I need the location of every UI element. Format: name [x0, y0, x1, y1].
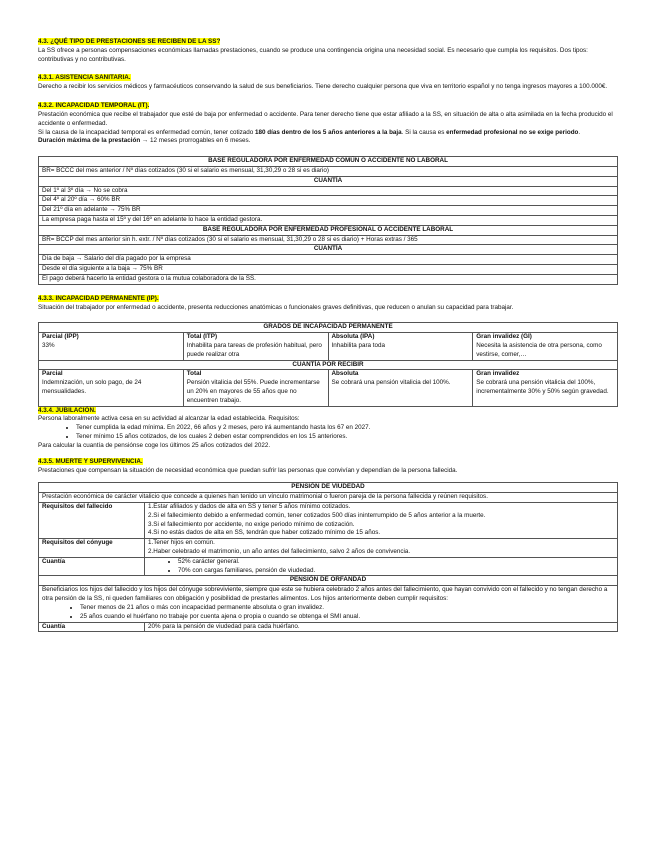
table-cell: BR= BCCC del mes anterior / Nº días cotizados (30 si el salario es mensual, 31,30,29 o 28 si es diario)	[39, 166, 618, 176]
table-header: BASE REGULADORA POR ENFERMEDAD PROFESIONAL O ACCIDENTE LABORAL	[39, 225, 618, 235]
list-item: • Tener mínimo 15 años cotizados, de los cuales 2 deben estar comprendidos en los 15 anteriores.	[76, 433, 618, 442]
table-cell: Desde el día siguiente a la baja → 75% BR	[39, 265, 618, 275]
table-cell: 1.Estar afiliados y dados de alta en SS y tener 5 años mínimo cotizados. 2.Si el fallecimiento debido a enfermedad común, tener cotizados 500 días ininterrumpido de 5 años anterior a la muerte. 3.Si el fallecimiento por accidente, no exige periodo mínimo de cotización. 4.Si no estás dados de alta en SS, tendrán que haber cotizado mínimo de 15 años.	[145, 502, 618, 538]
paragraph: Prestación económica que recibe el trabajador que esté de baja por enfermedad o accidente. Para tener derecho tiene que estar afiliado a la SS, en situación de alta o alta asimilada en la fecha producido el accidente o enfermedad.	[38, 110, 613, 127]
table-cell: El pago deberá hacerlo la entidad gestora o la mutua colaboradora de la SS.	[39, 274, 618, 284]
list-item: • 52% carácter general.	[178, 558, 614, 567]
table-header: PENSIÓN DE ORFANDAD	[39, 576, 618, 586]
paragraph: La SS ofrece a personas compensaciones económicas llamadas prestaciones, cuando se produce una contingencia origina una necesidad social. Es necesario que cumpla los requisitos. Dos tipos: contributivas y no contributivas.	[38, 46, 588, 63]
table-cell: Prestación económica de carácter vitalicio que concede a quienes han tenido un vínculo matrimonial o fueron pareja de la persona fallecida y reúnen requisitos.	[39, 493, 618, 503]
table-cell: Gran invalidez Se cobrará una pensión vitalicia del 100%, incrementalmente 30% y 50% según gravedad.	[473, 370, 618, 406]
table-cell: Gran invalidez (GI) Necesita la asistencia de otra persona, como vestirse, comer,…	[473, 333, 618, 360]
table-cell: BR= BCCP del mes anterior sin h. extr. / Nº días cotizados (30 si el salario es mensual, 31,30,29 o 28 si es diario) + Horas extras / 365	[39, 235, 618, 245]
section-heading: 4.3.2. INCAPACIDAD TEMPORAL (IT).	[38, 102, 150, 110]
section-heading: 4.3.1. ASISTENCIA SANITARIA.	[38, 74, 131, 82]
section-heading: 4.3.4. JUBILACIÓN.	[38, 406, 96, 414]
table-cell: Del 1º al 3º día → No se cobra	[39, 186, 618, 196]
paragraph: Situación del trabajador por enfermedad o accidente, presenta reducciones anatómicas o funcionales graves definitivas, que reducen o anulan su capacidad para trabajar.	[38, 303, 514, 311]
paragraph: Persona laboralmente activa cesa en su actividad al alcanzar la edad establecida. Requisitos:	[38, 415, 300, 423]
table-cell: La empresa paga hasta el 15º y del 16º en adelante lo hace la entidad gestora.	[39, 216, 618, 226]
section-heading: 4.3. ¿QUÉ TIPO DE PRESTACIONES SE RECIBEN DE LA SS?	[38, 38, 221, 45]
table-header: CUANTÍA POR RECIBIR	[39, 360, 618, 370]
list-item: • Tener cumplida la edad mínima. En 2022, 66 años y 2 meses, pero irá aumentando hasta los 67 en 2027.	[76, 424, 618, 433]
survivor-table	[38, 482, 618, 632]
table-cell: Total Pensión vitalicia del 55%. Puede incrementarse un 20% en mayores de 55 años que no encuentren trabajo.	[183, 370, 328, 406]
table-cell: Total (ITP) Inhabilita para tareas de profesión habitual, pero puede realizar otra	[183, 333, 328, 360]
table-cell: Día de baja → Salario del día pagado por la empresa	[39, 255, 618, 265]
requirements-list	[38, 424, 618, 442]
table-header: PENSIÓN DE VIUDEDAD	[39, 483, 618, 493]
table-cell: Beneficiarios los hijos del fallecido y los hijos del cónyuge sobreviviente, siempre que este se hubiera celebrado 2 años antes del fallecimiento, que hayan convivido con el fallecido y no tengan derecho a otra pensión de la SS, ni queden familiares con obligación y posibilidad de prestarles alimentos. Los hijos anteriormente deben cumplir requisitos: • Tener menos de 21 años o más con incapacidad permanente absoluta o gran invalidez. • 25 años cuando el huérfano no trabaje por cuenta ajena o propia o cuando se obtenga el SMI anual.	[39, 586, 618, 622]
list-item: • Tener menos de 21 años o más con incapacidad permanente absoluta o gran invalidez.	[80, 604, 614, 613]
section-heading: 4.3.3. INCAPACIDAD PERMANENTE (IP).	[38, 294, 159, 302]
table-cell	[145, 557, 618, 576]
paragraph: Prestaciones que compensan la situación de necesidad económica que puedan sufrir las personas que convivían y dependían de la persona fallecida.	[38, 466, 458, 474]
paragraph: Para calcular la cuantía de pensiónse coge los últimos 25 años cotizados del 2022.	[38, 441, 271, 449]
paragraph: Duración máxima de la prestación → 12 meses prorrogables en 6 meses.	[38, 137, 251, 145]
paragraph: Derecho a recibir los servicios médicos y farmacéuticos conservando la salud de sus beneficiarios. Tiene derecho cualquier persona que viva en territorio español y no tenga ingresos mayores a 100.000€.	[38, 83, 608, 91]
table-cell: 20% para la pensión de viudedad para cada huérfano.	[145, 622, 618, 632]
table-cell: Parcial Indemnización, un solo pago, de 24 mensualidades.	[39, 370, 184, 406]
table-label: Cuantía	[39, 622, 145, 632]
list-item: • 25 años cuando el huérfano no trabaje por cuenta ajena o propia o cuando se obtenga el SMI anual.	[80, 613, 614, 622]
table-cell: Del 21º día en adelante → 75% BR	[39, 206, 618, 216]
it-table	[38, 156, 618, 285]
table-header: BASE REGULADORA POR ENFERMEDAD COMÚN O ACCIDENTE NO LABORAL	[39, 157, 618, 167]
paragraph: Si la causa de la incapacidad temporal es enfermedad común, tener cotizado 180 días dentro de los 5 años anteriores a la baja. Si la causa es enfermedad profesional no se exige periodo.	[38, 128, 581, 136]
table-cell: Parcial (IPP) 33%	[39, 333, 184, 360]
list-item: • 70% con cargas familiares, pensión de viudedad.	[178, 567, 614, 576]
section-heading: 4.3.5. MUERTE Y SUPERVIVENCIA.	[38, 457, 143, 465]
table-label: Requisitos del cónyuge	[39, 539, 145, 558]
table-header: GRADOS DE INCAPACIDAD PERMANENTE	[39, 323, 618, 333]
table-cell: 1.Tener hijos en común. 2.Haber celebrado el matrimonio, un año antes del fallecimiento, salvo 2 años de convivencia.	[145, 539, 618, 558]
table-cell: Absoluta (IPA) Inhabilita para toda	[328, 333, 473, 360]
document-page	[38, 38, 618, 632]
table-cell: Del 4º al 20º día → 60% BR	[39, 196, 618, 206]
table-header: CUANTÍA	[39, 176, 618, 186]
table-cell: Absoluta Se cobrará una pensión vitalicia del 100%.	[328, 370, 473, 406]
table-label: Requisitos del fallecido	[39, 502, 145, 538]
table-label: Cuantía	[39, 557, 145, 576]
table-header: CUANTÍA	[39, 245, 618, 255]
ip-table	[38, 322, 618, 406]
